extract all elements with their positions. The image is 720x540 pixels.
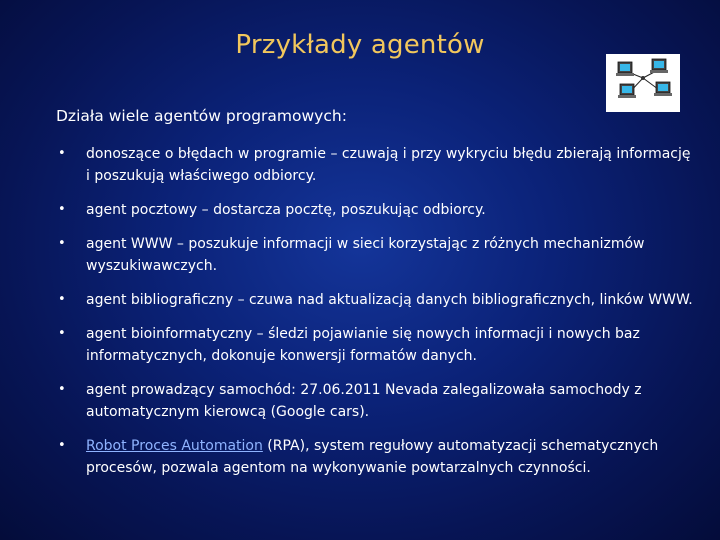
bullet-icon: • bbox=[58, 292, 66, 307]
bullet-list bbox=[56, 143, 696, 491]
bullet-icon: • bbox=[58, 236, 66, 251]
intro-text: Działa wiele agentów programowych: bbox=[56, 107, 347, 125]
list-item bbox=[56, 199, 696, 221]
list-item bbox=[56, 435, 696, 479]
bullet-text: agent bioinformatyczny – śledzi pojawianie się nowych informacji i nowych baz informatycznych, dokonuje konwersji formatów danych. bbox=[86, 326, 640, 364]
list-item bbox=[56, 233, 696, 277]
bullet-icon: • bbox=[58, 146, 66, 161]
computer-network-icon bbox=[606, 54, 680, 112]
bullet-text: agent WWW – poszukuje informacji w sieci korzystając z różnych mechanizmów wyszukiwawczych. bbox=[86, 236, 645, 274]
bullet-text: agent pocztowy – dostarcza pocztę, poszukując odbiorcy. bbox=[86, 202, 486, 218]
bullet-text: (RPA), system regułowy automatyzacji schematycznych procesów, pozwala agentom na wykonywanie powtarzalnych czynności. bbox=[86, 438, 659, 476]
list-item bbox=[56, 143, 696, 187]
bullet-text: agent bibliograficzny – czuwa nad aktualizacją danych bibliograficznych, linków WWW. bbox=[86, 292, 693, 308]
bullet-icon: • bbox=[58, 202, 66, 217]
rpa-link[interactable]: Robot Proces Automation bbox=[86, 438, 263, 454]
bullet-icon: • bbox=[58, 382, 66, 397]
list-item bbox=[56, 289, 696, 311]
slide-title: Przykłady agentów bbox=[235, 30, 485, 60]
bullet-icon: • bbox=[58, 326, 66, 341]
bullet-icon: • bbox=[58, 438, 66, 453]
bullet-text: donoszące o błędach w programie – czuwają i przy wykryciu błędu zbierają informację i poszukują właściwego odbiorcy. bbox=[86, 146, 691, 184]
list-item bbox=[56, 379, 696, 423]
list-item bbox=[56, 323, 696, 367]
bullet-text: agent prowadzący samochód: 27.06.2011 Nevada zalegalizowała samochody z automatycznym kierowcą (Google cars). bbox=[86, 382, 642, 420]
